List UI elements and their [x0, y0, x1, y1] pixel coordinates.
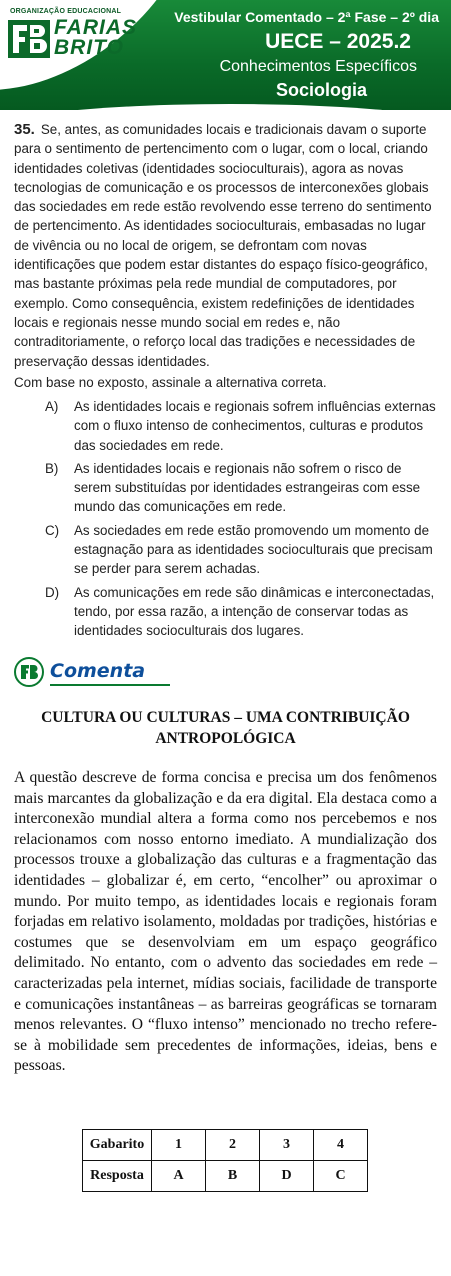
question-number-cell: 2 [206, 1130, 260, 1161]
fb-logo-icon [8, 20, 50, 58]
question-number-cell: 1 [152, 1130, 206, 1161]
options-list [14, 397, 442, 645]
comenta-underline [50, 684, 170, 686]
option-b [14, 459, 442, 517]
option-text: As identidades locais e regionais sofrem influências externas com o fluxo intenso de conhecimentos, culturas e produtos das sociedades em rede. [74, 399, 436, 453]
institution-title: UECE – 2025.2 [265, 30, 411, 53]
answer-key-table [82, 1129, 368, 1192]
option-text: As sociedades em rede estão promovendo um momento de estagnação para as identidades socioculturais que precisam se perder para serem achadas. [74, 522, 433, 577]
logo-org-label: ORGANIZAÇÃO EDUCACIONAL [10, 8, 122, 15]
question-number-cell: 3 [260, 1130, 314, 1161]
option-c [14, 521, 442, 579]
question-statement [14, 120, 442, 371]
commentary-body: A questão descreve de forma concisa e precisa um dos fenômenos mais marcantes da globalização e da era digital. Ela destaca como a interconexão mundial altera a forma como nos percebemos e nos relacionamos com nosso entorno imediato. A mundialização dos processos trouxe a globalização das culturas e a fragmentação das identidades – globalizar é, em certo, “encolher” ou aproximar o mundo. Por muito tempo, as identidades locais e regionais foram forjadas em relativo isolamento, moldadas por tradições, histórias e costumes que se desenvolviam em um espaço geográfico delimitado. No entanto, com o advento das sociedades em rede – caracterizadas pela internet, mídias sociais, facilidade de transporte e comunicações instantâneas – as barreiras geográficas se tornaram menos relevantes. O “fluxo intenso” mencionado no trecho refere-se à mobilidade sem precedentes de informações, ideias, bens e pessoas. [14, 769, 437, 1075]
question-prompt: Com base no exposto, assinale a alternativa correta. [14, 374, 327, 390]
option-letter: D) [45, 584, 60, 600]
answer-cell: D [260, 1161, 314, 1192]
exam-title: Vestibular Comentado – 2ª Fase – 2º dia [174, 9, 439, 25]
area-title: Conhecimentos Específicos [219, 58, 417, 75]
comenta-label: Comenta [50, 660, 146, 682]
option-letter: A) [45, 399, 59, 414]
comenta-heading [14, 657, 174, 689]
answer-cell: A [152, 1161, 206, 1192]
option-letter: C) [45, 522, 60, 538]
question-block [14, 120, 442, 392]
answer-key-header-row [83, 1130, 368, 1161]
option-a [14, 397, 442, 455]
option-text: As comunicações em rede são dinâmicas e interconectadas, tendo, por essa razão, a intenção de conservar todas as identidades socioculturais dos lugares. [74, 584, 435, 639]
logo-name-farias: FARIAS [54, 16, 138, 39]
option-text: As identidades locais e regionais não sofrem o risco de serem substituídas por identidades estrangeiras com esse mundo das comunicações em rede. [74, 460, 421, 515]
question-number: 35. [14, 121, 35, 138]
fb-badge-icon [14, 657, 44, 687]
gabarito-label: Gabarito [83, 1130, 152, 1161]
answer-cell: C [314, 1161, 368, 1192]
answer-cell: B [206, 1161, 260, 1192]
commentary-title: CULTURA OU CULTURAS – UMA CONTRIBUIÇÃO ANTROPOLÓGICA [41, 709, 410, 747]
question-text: Se, antes, as comunidades locais e tradicionais davam o suporte para o sentimento de pertencimento com o lugar, com o local, criando identidades coletivas (identidades socioculturais), agora as novas tecnologias de comunicação e os processos de interconexões globais das sociedades em rede estão revolvendo esse terreno do sentimento de pertencimento. As identidades socioculturais, embasadas no lugar de vivência ou no local de origem, se defrontam com novas identificações que podem estar distantes do espaço físico-geográfico, mas bastante próximas pela rede mundial de computadores, por exemplo. Como consequência, existem redefinições de identidades locais e regionais nesse mundo social em redes e, não contraditoriamente, o reforço local das tradições e necessidades de preservação dessas identidades. [14, 122, 432, 369]
logo-name-brito: BRITO [54, 36, 124, 59]
question-number-cell: 4 [314, 1130, 368, 1161]
farias-brito-logo [8, 8, 178, 60]
page-header [0, 0, 451, 116]
subject-title: Sociologia [275, 80, 367, 100]
option-d [14, 583, 442, 641]
option-letter: B) [45, 460, 59, 476]
resposta-label: Resposta [83, 1161, 152, 1192]
answer-key-answer-row [83, 1161, 368, 1192]
